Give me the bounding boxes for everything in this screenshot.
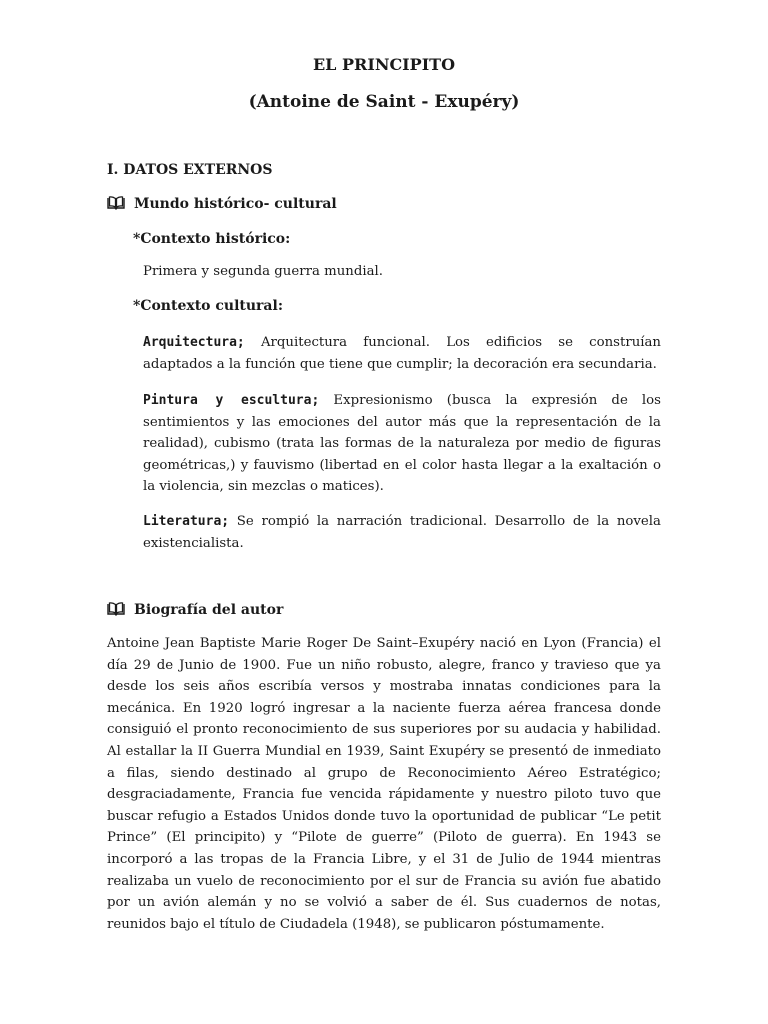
pintura-paragraph bbox=[143, 390, 661, 498]
mundo-heading-row bbox=[107, 196, 337, 212]
arquitectura-label: Arquitectura; bbox=[143, 335, 245, 350]
literatura-label: Literatura; bbox=[143, 514, 230, 529]
book-icon bbox=[107, 196, 125, 210]
arquitectura-paragraph bbox=[143, 332, 661, 375]
literatura-text: Se rompió la narración tradicional. Desarrollo de la novela existencialista. bbox=[143, 514, 661, 551]
contexto-historico-text: Primera y segunda guerra mundial. bbox=[143, 264, 383, 279]
arquitectura-text: Arquitectura funcional. Los edificios se construían adaptados a la función que tiene que cumplir; la decoración era secundaria. bbox=[143, 335, 661, 372]
pintura-label: Pintura y escultura; bbox=[143, 393, 320, 408]
biografia-heading-row bbox=[107, 602, 283, 618]
mundo-heading: Mundo histórico- cultural bbox=[134, 196, 337, 212]
section-heading-datos-externos: I. DATOS EXTERNOS bbox=[107, 162, 273, 178]
biografia-heading: Biografía del autor bbox=[134, 602, 284, 618]
pintura-text: Expresionismo (busca la expresión de los sentimientos y las emociones del autor más que la representación de la realidad), cubismo (trata las formas de la naturaleza por medio de figuras geométricas,) y fauvismo (libertad en el color hasta llegar a la exaltación o la violencia, sin mezclas o matices). bbox=[143, 393, 661, 495]
contexto-cultural-label: *Contexto cultural: bbox=[133, 298, 283, 314]
contexto-historico-label: *Contexto histórico: bbox=[133, 231, 291, 247]
document-title: EL PRINCIPITO bbox=[312, 55, 456, 74]
biografia-text: Antoine Jean Baptiste Marie Roger De Saint–Exupéry nació en Lyon (Francia) el día 29 de Junio de 1900. Fue un niño robusto, alegre, franco y travieso que ya desde los seis años escribía versos y mostraba innatas condiciones para la mecánica. En 1920 logró ingresar a la naciente fuerza aérea francesa donde consiguió el pronto reconocimiento de sus superiores por su audacia y habilidad. Al estallar la II Guerra Mundial en 1939, Saint Exupéry se presentó de inmediato a filas, siendo destinado al grupo de Reconocimiento Aéreo Estratégico; desgraciadamente, Francia fue vencida rápidamente y nuestro piloto tuvo que buscar refugio a Estados Unidos donde tuvo la oportunidad de publicar “Le petit Prince” (El principito) y “Pilote de guerre” (Piloto de guerra). En 1943 se incorporó a las tropas de la Francia Libre, y el 31 de Julio de 1944 mientras realizaba un vuelo de reconocimiento por el sur de Francia su avión fue abatido por un avión alemán y no se volvió a saber de él. Sus cuadernos de notas, reunidos bajo el título de Ciudadela (1948), se publicaron póstumamente. bbox=[107, 636, 661, 932]
literatura-paragraph bbox=[143, 511, 661, 554]
document-subtitle: (Antoine de Saint - Exupéry) bbox=[248, 92, 520, 112]
book-icon bbox=[107, 602, 125, 616]
